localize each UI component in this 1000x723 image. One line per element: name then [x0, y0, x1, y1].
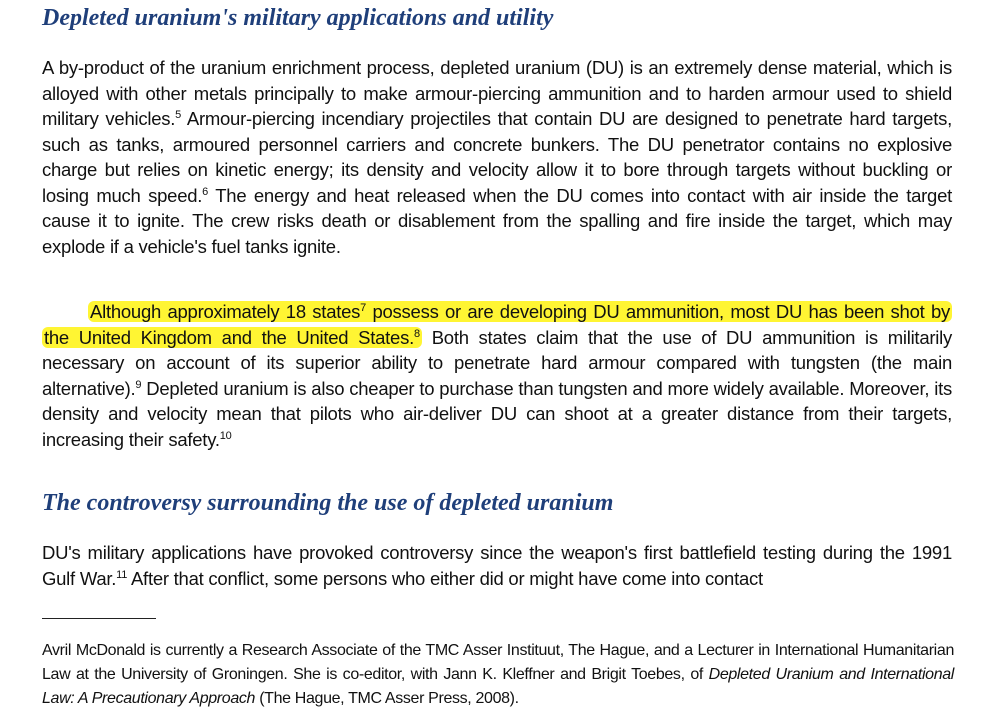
footnote-ref-6[interactable]: 6 — [202, 185, 209, 198]
footnote-ref-7[interactable]: 7 — [360, 302, 367, 314]
footnote-ref-10[interactable]: 10 — [219, 429, 232, 442]
text-run: The energy and heat released when the DU comes into contact with air inside the target cause it to ignite. The crew risks death or disablement from the spalling and fire inside the target, which may explode if a vehicle's fuel tanks ignite. — [42, 184, 952, 257]
footnote-ref-8[interactable]: 8 — [414, 327, 420, 340]
paragraph-du-description — [42, 55, 952, 259]
section-heading-controversy: The controversy surrounding the use of depleted uranium — [42, 490, 614, 516]
text-run: Although approximately 18 states — [90, 301, 361, 322]
text-run: A by-product of the uranium enrichment process, depleted uranium (DU) is an extremely dense material, which is alloyed with other metals principally to make armour-piercing ammunition and to harden armour used to shield military vehicles. — [42, 57, 952, 129]
text-run: Depleted uranium is also cheaper to purchase than tungsten and more widely available. Moreover, its density and velocity mean that pilots who air-deliver DU can shoot at a greater distance from their targets, increasing their safety. — [42, 377, 952, 450]
footnote-ref-11[interactable]: 11 — [116, 568, 128, 581]
footnote-divider — [42, 618, 156, 619]
footnote-ref-5[interactable]: 5 — [175, 109, 182, 121]
section-heading-military-applications: Depleted uranium's military applications and utility — [42, 5, 554, 31]
text-run: After that conflict, some persons who either did or might have come into contact — [127, 567, 763, 589]
text-run: possess or are developing DU ammunition, most DU has been shot by the United Kingdom and the United States. — [44, 301, 950, 348]
paragraph-controversy — [42, 540, 952, 591]
paragraph-du-users — [42, 299, 952, 452]
text-run: (The Hague, TMC Asser Press, 2008). — [255, 690, 519, 707]
text-run: Both states claim that the use of DU ammunition is militarily necessary on account of its superior ability to penetrate hard armour compared with tungsten (the main alternative). — [42, 326, 952, 399]
book-title: Depleted Uranium and International Law: A Precautionary Approach — [42, 666, 954, 707]
author-footnote — [42, 639, 954, 711]
text-run: DU's military applications have provoked controversy since the weapon's first battlefield testing during the 1991 Gulf War. — [42, 542, 952, 589]
footnote-ref-9[interactable]: 9 — [135, 378, 142, 391]
text-run: Avril McDonald is currently a Research Associate of the TMC Asser Instituut, The Hague, and a Lecturer in International Humanitarian Law at the University of Groningen. She is co-editor, with Jann K. Kleffner and Brigit Toebes, of — [42, 642, 954, 683]
text-run: Armour-piercing incendiary projectiles that contain DU are designed to penetrate hard targets, such as tanks, armoured personnel carriers and concrete bunkers. The DU penetrator contains no explosive charge but relies on kinetic energy; its density and velocity allow it to bore through targets without buckling or losing much speed. — [42, 108, 952, 206]
